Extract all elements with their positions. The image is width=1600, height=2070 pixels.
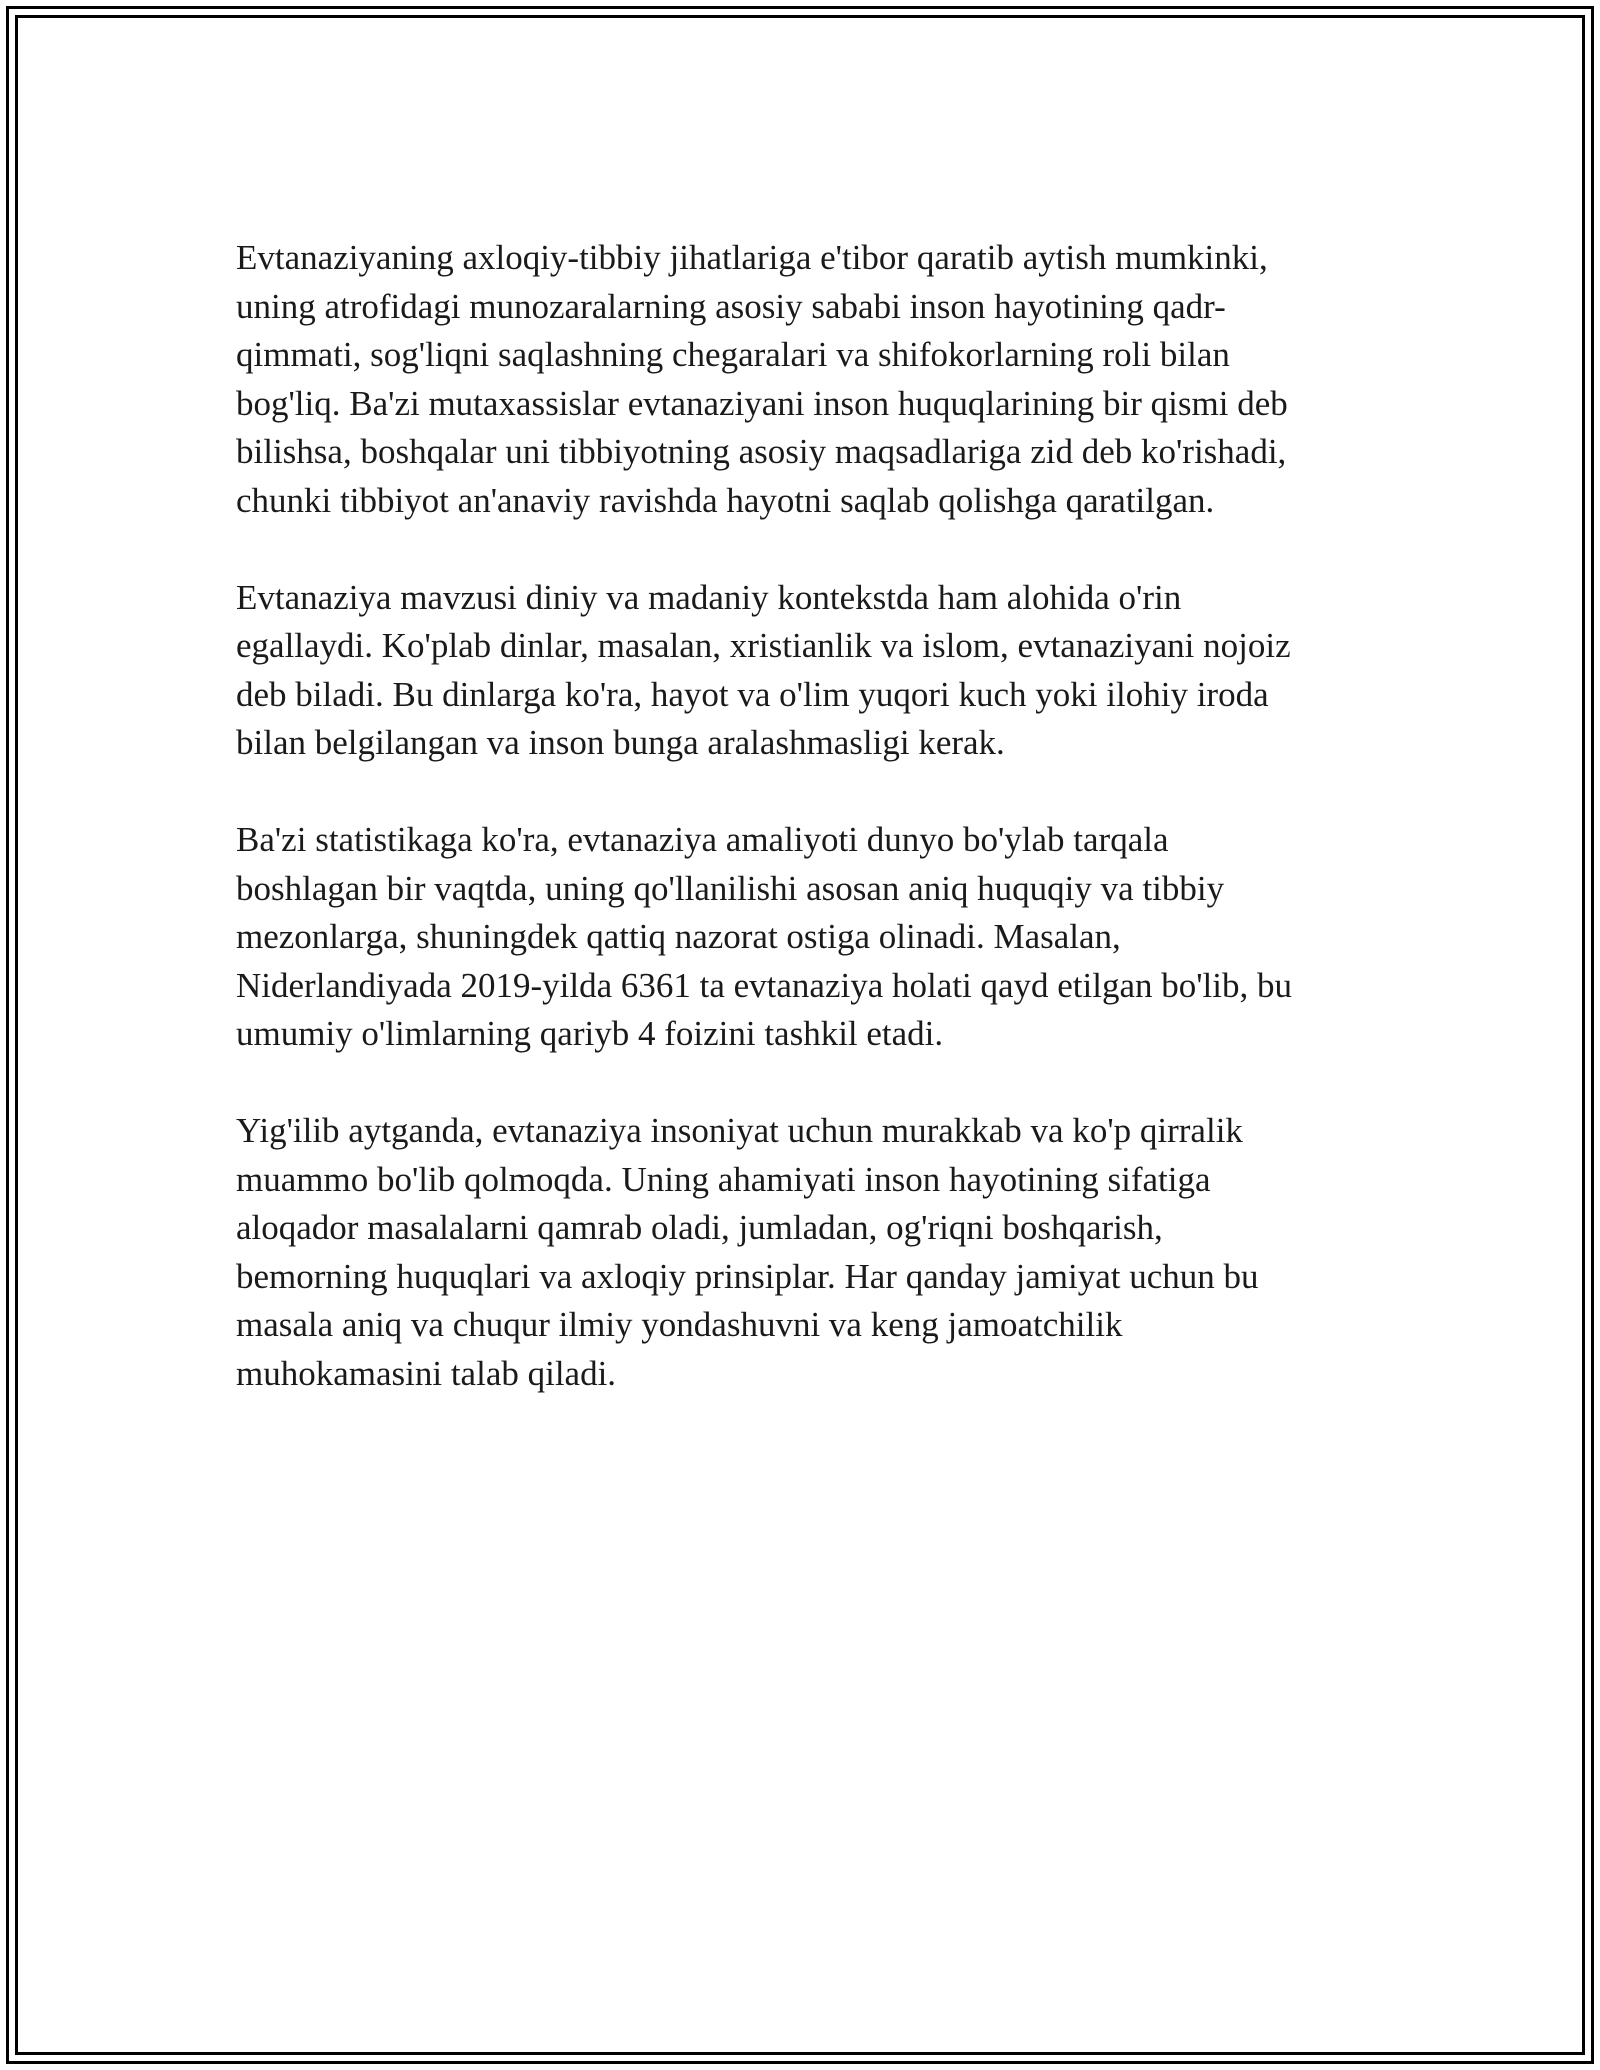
text-line: masala aniq va chuqur ilmiy yondashuvni va keng jamoatchilik xyxy=(236,1305,1123,1344)
text-line: bog'liq. Ba'zi mutaxassislar evtanaziyani inson huquqlarining bir qismi deb xyxy=(236,383,1288,423)
text-line: aloqador masalalarni qamrab oladi, jumladan, og'riqni boshqarish, xyxy=(236,1208,1163,1247)
text-line: muhokamasini talab qiladi. xyxy=(236,1353,617,1393)
paragraph-4 xyxy=(236,1107,1376,1398)
text-line: Yig'ilib aytganda, evtanaziya insoniyat uchun murakkab va ko'p qirralik xyxy=(236,1111,1243,1150)
text-line: bemorning huquqlari va axloqiy prinsiplar. Har qanday jamiyat uchun bu xyxy=(236,1256,1259,1296)
text-line: chunki tibbiyot an'anaviy ravishda hayotni saqlab qolishga qaratilgan. xyxy=(236,480,1215,520)
text-line: deb biladi. Bu dinlarga ko'ra, hayot va o'lim yuqori kuch yoki ilohiy iroda xyxy=(236,674,1269,714)
text-line: umumiy o'limlarning qariyb 4 foizini tashkil etadi. xyxy=(236,1014,944,1053)
text-line: Evtanaziya mavzusi diniy va madaniy kontekstda ham alohida o'rin xyxy=(236,577,1182,617)
text-line: boshlagan bir vaqtda, uning qo'llanilishi asosan aniq huquqiy va tibbiy xyxy=(236,868,1225,908)
text-line: bilan belgilangan va inson bunga aralashmasligi kerak. xyxy=(236,723,1005,762)
paragraph-2 xyxy=(236,574,1376,768)
paragraph-3 xyxy=(236,816,1376,1059)
text-line: Evtanaziyaning axloqiy-tibbiy jihatlariga e'tibor qaratib aytish mumkinki, xyxy=(236,238,1268,277)
paragraph-1 xyxy=(236,234,1376,525)
text-line: qimmati, sog'liqni saqlashning chegaralari va shifokorlarning roli bilan xyxy=(236,335,1230,374)
text-line: muammo bo'lib qolmoqda. Uning ahamiyati inson hayotining sifatiga xyxy=(236,1159,1211,1199)
text-line: mezonlarga, shuningdek qattiq nazorat ostiga olinadi. Masalan, xyxy=(236,917,1121,956)
text-line: Niderlandiyada 2019-yilda 6361 ta evtanaziya holati qayd etilgan bo'lib, bu xyxy=(236,965,1292,1005)
text-line: Ba'zi statistikaga ko'ra, evtanaziya amaliyoti dunyo bo'ylab tarqala xyxy=(236,820,1169,859)
text-line: uning atrofidagi munozaralarning asosiy sababi inson hayotining qadr- xyxy=(236,286,1226,326)
document-body xyxy=(236,234,1376,1447)
text-line: bilishsa, boshqalar uni tibbiyotning asosiy maqsadlariga zid deb ko'rishadi, xyxy=(236,432,1287,471)
text-line: egallaydi. Ko'plab dinlar, masalan, xristianlik va islom, evtanaziyani nojoiz xyxy=(236,626,1291,665)
